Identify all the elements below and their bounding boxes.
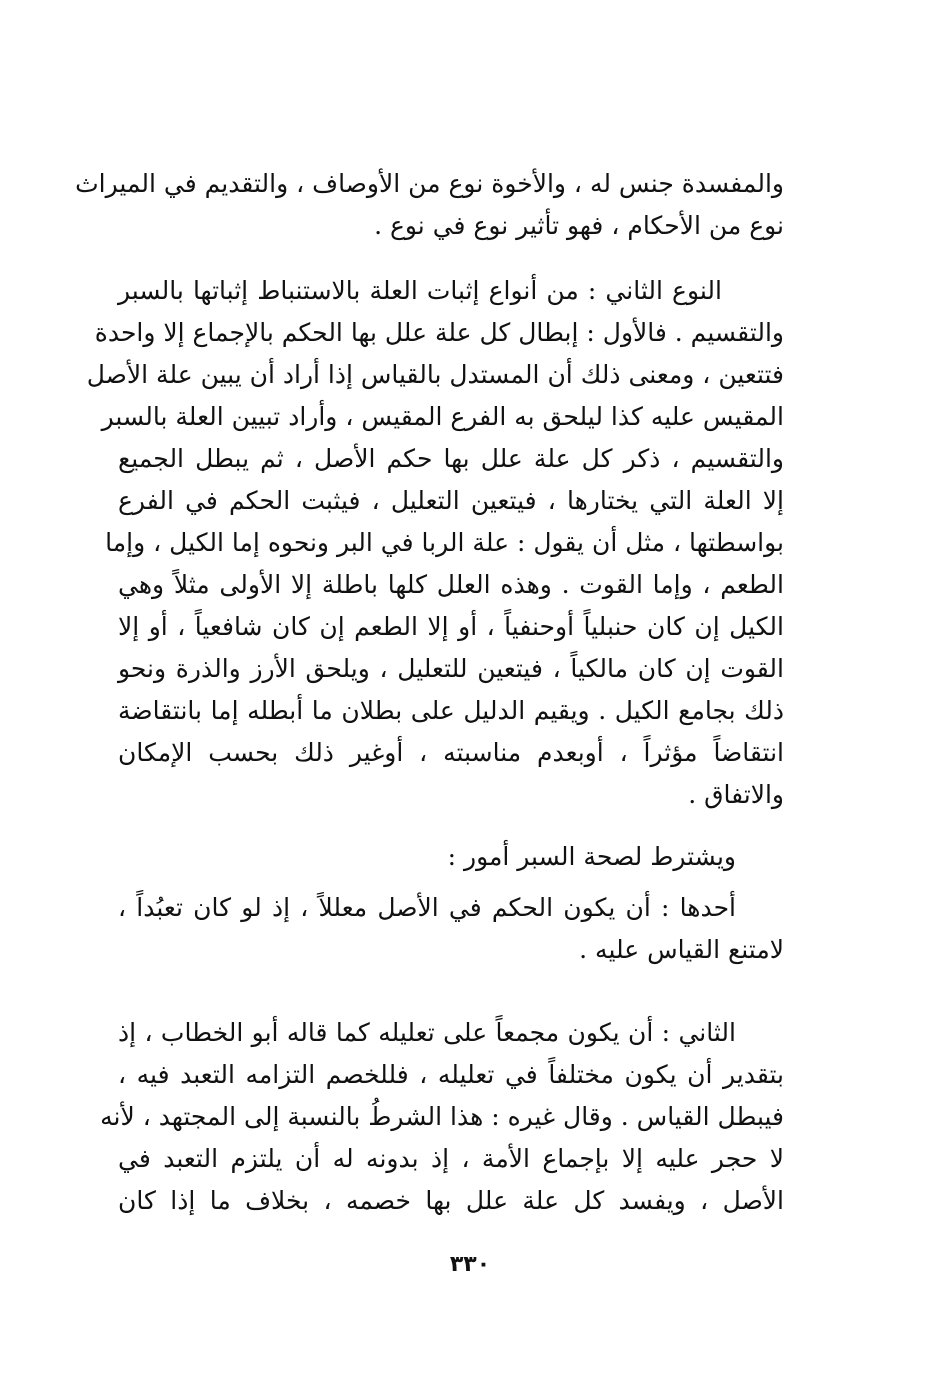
text-line: ذلك بجامع الكيل . ويقيم الدليل على بطلان ما أبطله إما بانتقاضة — [118, 696, 784, 725]
text-line: الطعم ، وإما القوت . وهذه العلل كلها باطلة إلا الأولى مثلاً وهي — [118, 570, 784, 599]
text-line: إلا العلة التي يختارها ، فيتعين التعليل ، فيثبت الحكم في الفرع — [118, 486, 784, 515]
text-line: المقيس عليه كذا ليلحق به الفرع المقيس ، وأراد تبيين العلة بالسبر — [101, 402, 784, 431]
text-line: بتقدير أن يكون مختلفاً في تعليله ، فللخصم التزامه التعبد فيه ، — [118, 1060, 784, 1089]
text-line: نوع من الأحكام ، فهو تأثير نوع في نوع . — [374, 211, 784, 240]
text-line: ويشترط لصحة السبر أمور : — [447, 842, 736, 871]
page-number: ٣٣٠ — [449, 1252, 491, 1277]
text-line: الكيل إن كان حنبلياً أوحنفياً ، أو إلا الطعم إن كان شافعياً ، أو إلا — [118, 612, 784, 641]
paragraph-4 — [118, 887, 784, 971]
text-line: لامتنع القياس عليه . — [579, 935, 784, 964]
text-line: بواسطتها ، مثل أن يقول : علة الربا في البر ونحوه إما الكيل ، وإما — [105, 528, 784, 557]
text-line: والتقسيم ، ذكر كل علة علل بها حكم الأصل ، ثم يبطل الجميع — [118, 444, 784, 473]
paragraph-5 — [100, 1012, 784, 1222]
text-line: فتتعين ، ومعنى ذلك أن المستدل بالقياس إذا أراد أن يبين علة الأصل — [86, 360, 784, 389]
paragraph-1 — [75, 163, 784, 247]
text-line: والمفسدة جنس له ، والأخوة نوع من الأوصاف ، والتقديم في الميراث — [75, 169, 784, 198]
text-line: والاتفاق . — [688, 780, 784, 809]
paragraph-3 — [118, 836, 784, 878]
text-line: الثاني : أن يكون مجمعاً على تعليله كما قاله أبو الخطاب ، إذ — [118, 1018, 736, 1047]
text-line: القوت إن كان مالكياً ، فيتعين للتعليل ، ويلحق الأرز والذرة ونحو — [118, 654, 784, 683]
text-line: النوع الثاني : من أنواع إثبات العلة بالاستنباط إثباتها بالسبر — [118, 276, 722, 305]
text-line: والتقسيم . فالأول : إبطال كل علة علل بها الحكم بالإجماع إلا واحدة — [94, 318, 784, 347]
text-line: فيبطل القياس . وقال غيره : هذا الشرطُ بالنسبة إلى المجتهد ، لأنه — [100, 1102, 784, 1131]
text-line: انتقاضاً مؤثراً ، أوبعدم مناسبته ، أوغير ذلك بحسب الإمكان — [118, 738, 784, 767]
text-line: لا حجر عليه إلا بإجماع الأمة ، إذ بدونه له أن يلتزم التعبد في — [118, 1144, 784, 1173]
text-line: الأصل ، ويفسد كل علة علل بها خصمه ، بخلاف ما إذا كان — [118, 1186, 784, 1215]
text-line: أحدها : أن يكون الحكم في الأصل معللاً ، إذ لو كان تعبُداً ، — [118, 893, 736, 922]
paragraph-2 — [86, 270, 784, 816]
